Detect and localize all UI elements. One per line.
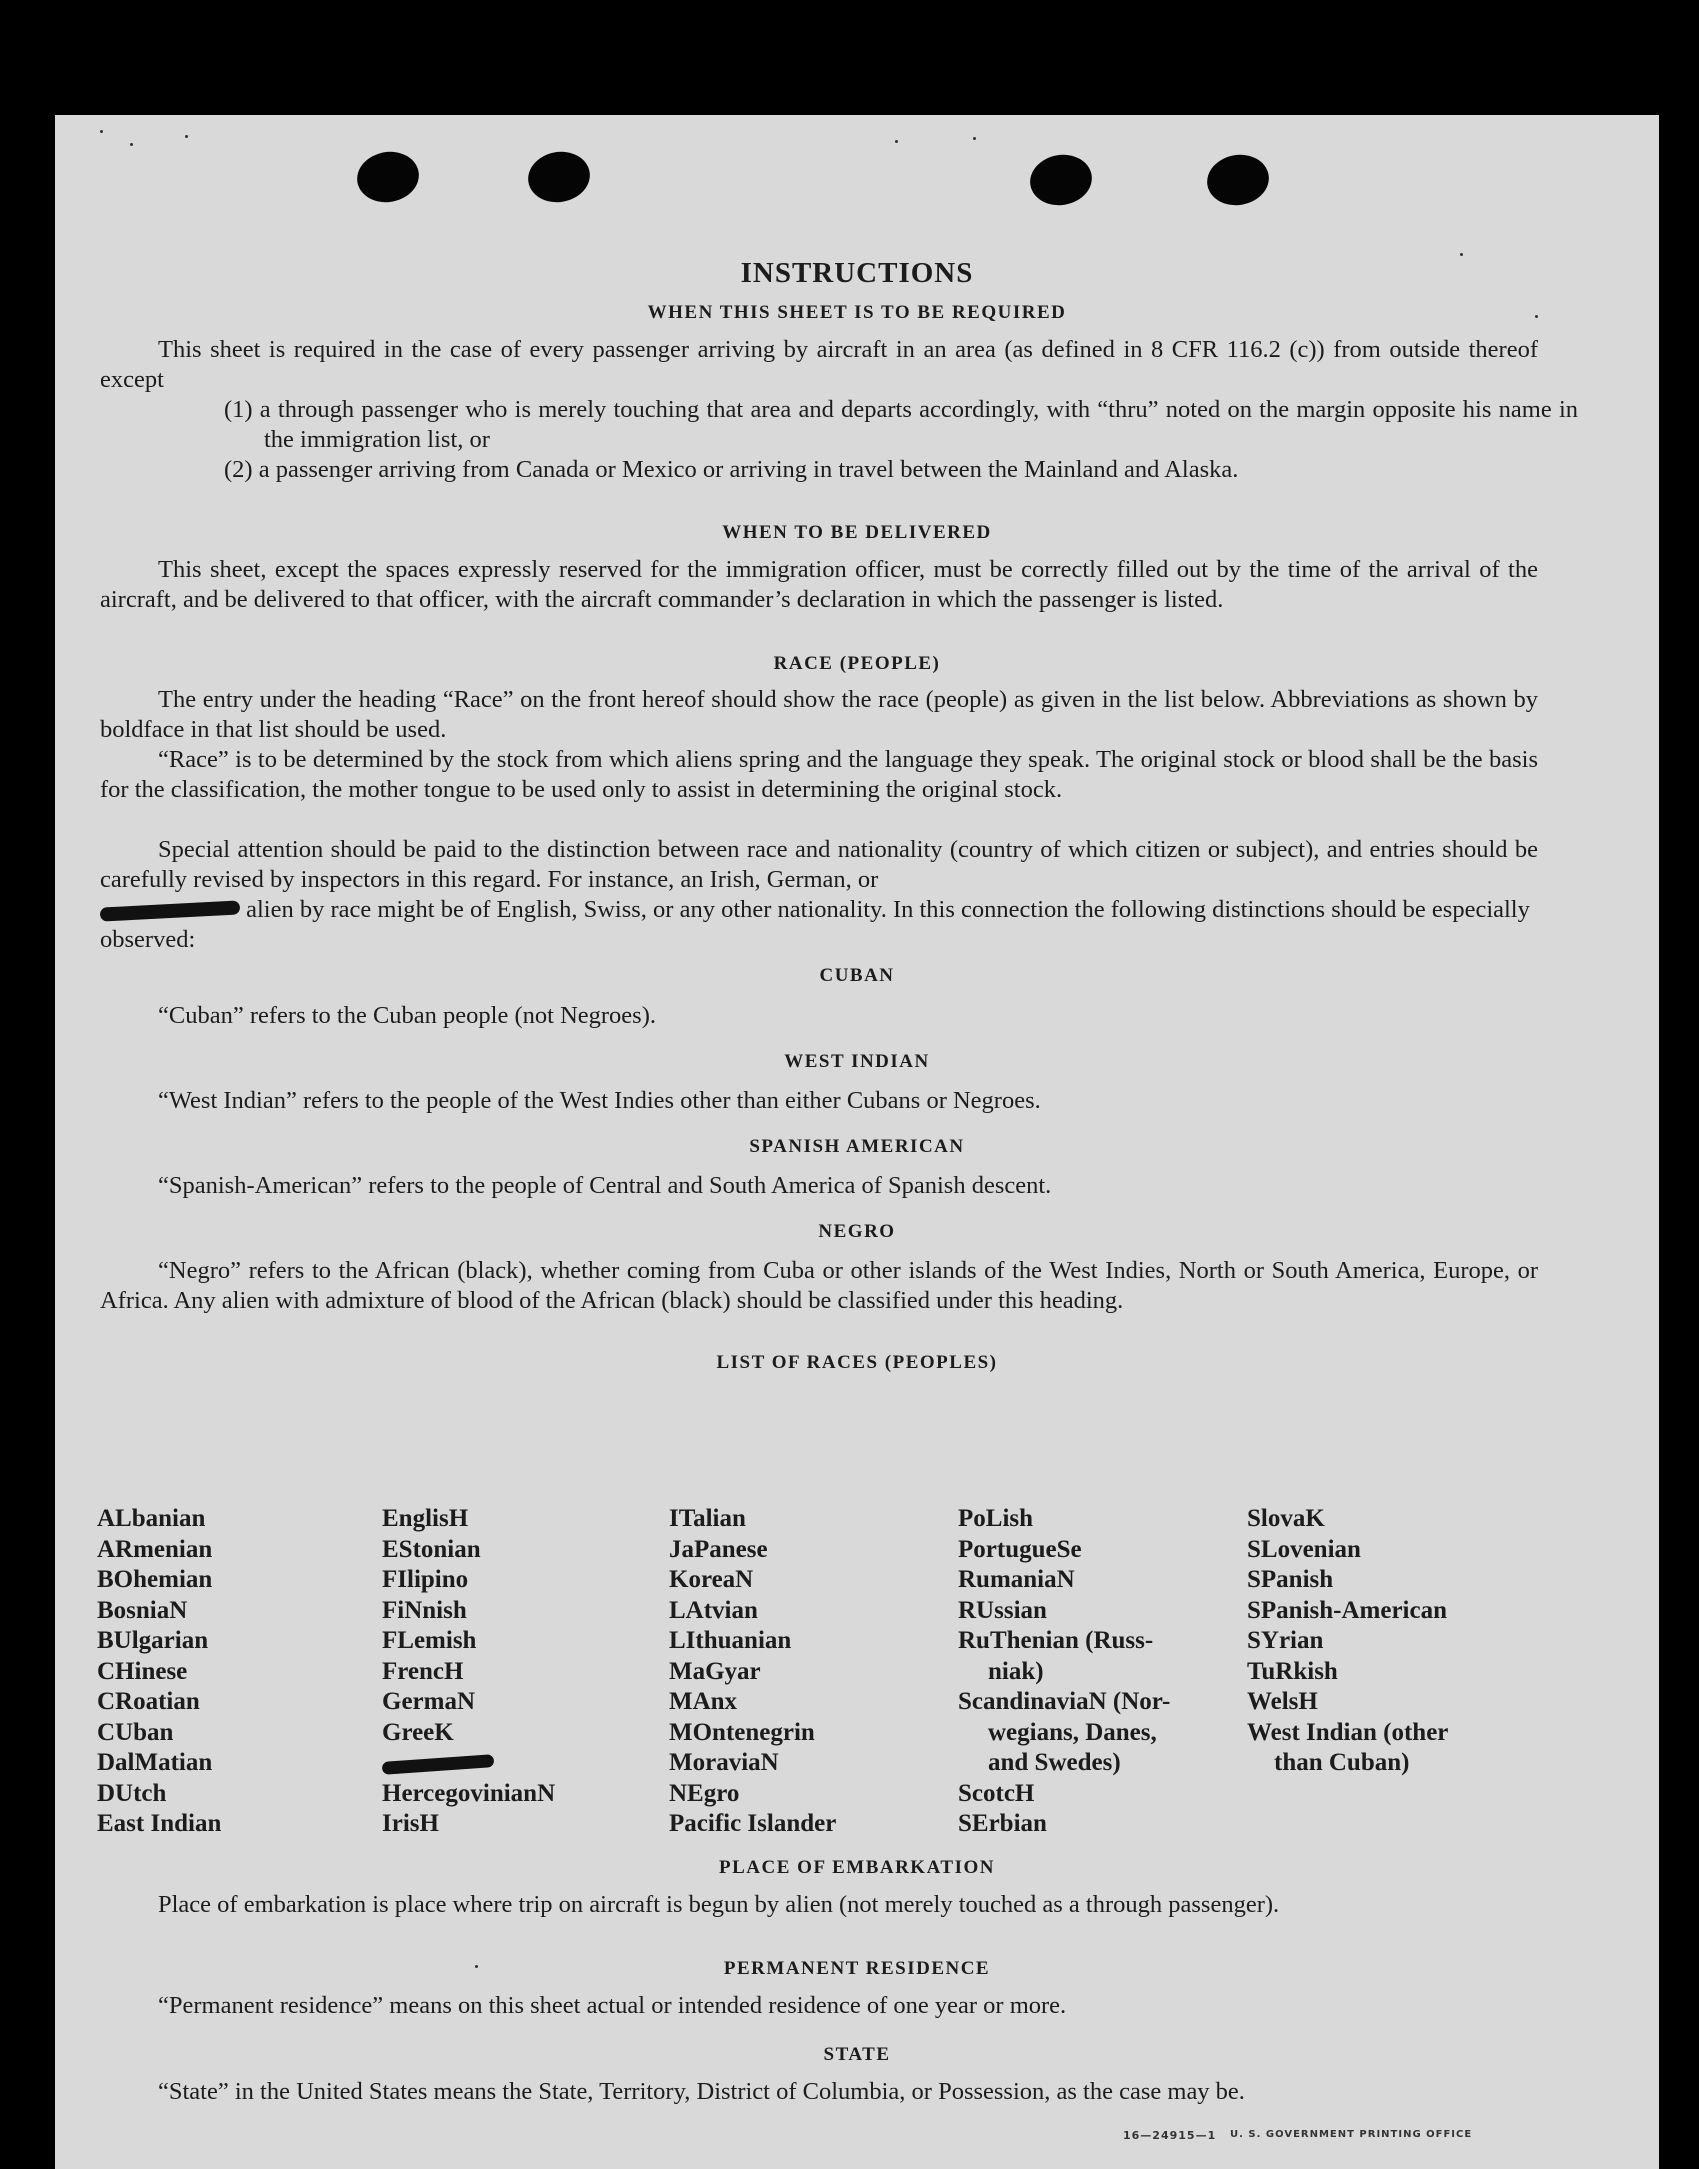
race-list-column-4 — [958, 1504, 1170, 1840]
section-heading-race: RACE (PEOPLE) — [773, 653, 941, 674]
race-list-item: West Indian (other — [1247, 1718, 1449, 1746]
race-list-item: SLovenian — [1247, 1535, 1361, 1563]
race-list-item: SlovaK — [1247, 1505, 1325, 1532]
race-list-item: NEgro — [669, 1779, 740, 1807]
race-list-item: and Swedes) — [988, 1749, 1121, 1776]
form-code: 16—24915—1 — [1123, 2129, 1217, 2142]
paragraph-west-indian: “West Indian” refers to the people of the West Indies other than either Cubans or Negroes. — [158, 1087, 1041, 1114]
exception-item-1: (1) a through passenger who is merely touching that area and departs accordingly, with “thru” noted on the margin opposite his name in the immigration list, or — [224, 396, 1578, 453]
race-list-item: PoLish — [958, 1505, 1034, 1532]
printer-imprint: U. S. GOVERNMENT PRINTING OFFICE — [1230, 2129, 1473, 2140]
race-list-item: WelsH — [1247, 1688, 1318, 1715]
section-heading-place-of-embarkation: PLACE OF EMBARKATION — [719, 1857, 995, 1878]
race-list-item: SErbian — [958, 1810, 1047, 1837]
section-heading-permanent-residence: PERMANENT RESIDENCE — [723, 1958, 991, 1979]
race-list-item: MaGyar — [669, 1657, 761, 1685]
race-list-item: CHinese — [97, 1657, 188, 1685]
paragraph-permanent-residence: “Permanent residence” means on this sheet actual or intended residence of one year or more. — [158, 1992, 1067, 2019]
race-list-item: MoraviaN — [669, 1749, 779, 1776]
race-list-item: CRoatian — [97, 1688, 200, 1715]
race-list-item: LIthuanian — [669, 1627, 792, 1654]
race-list-item: LAtvian — [669, 1596, 758, 1624]
race-list-item: FrencH — [382, 1657, 464, 1685]
race-list-column-5 — [1247, 1504, 1448, 1779]
race-list-item: BUlgarian — [97, 1627, 209, 1654]
race-list-item: MOntenegrin — [669, 1718, 815, 1746]
punch-hole — [524, 147, 594, 207]
race-list-item: DUtch — [97, 1779, 167, 1807]
scan-speck — [1460, 253, 1463, 256]
document-page — [55, 115, 1659, 2169]
exception-item-2: (2) a passenger arriving from Canada or Mexico or arriving in travel between the Mainland and Alaska. — [224, 456, 1239, 483]
paragraph-state: “State” in the United States means the State, Territory, District of Columbia, or Possession, as the case may be. — [158, 2078, 1245, 2105]
punch-hole — [1026, 150, 1096, 210]
race-list-item: EnglisH — [382, 1505, 469, 1532]
race-list-item: BosniaN — [97, 1596, 188, 1624]
race-list-item: JaPanese — [669, 1535, 768, 1563]
paragraph-race-2: “Race” is to be determined by the stock from which aliens spring and the language they speak. The original stock or blood shall be the basis for the classification, the mother tongue to be used only to assist in determining the original stock. — [100, 746, 1538, 803]
scan-speck — [973, 137, 976, 140]
paragraph-race-3-continued — [100, 895, 1538, 955]
scan-speck — [130, 143, 133, 146]
scan-speck — [895, 140, 898, 143]
race-list-column-3 — [669, 1504, 836, 1840]
race-list-item: SPanish-American — [1247, 1596, 1447, 1624]
paragraph-negro: “Negro” refers to the African (black), whether coming from Cuba or other islands of the West Indies, North or South America, Europe, or Africa. Any alien with admixture of blood of the African (black) should be classified under this heading. — [100, 1257, 1538, 1314]
redaction-mark — [100, 901, 241, 922]
section-heading-west-indian: WEST INDIAN — [784, 1051, 930, 1072]
document-title: INSTRUCTIONS — [740, 257, 974, 289]
race-list-item: GreeK — [382, 1718, 454, 1746]
race-list-item: DalMatian — [97, 1749, 213, 1776]
race-list-item: MAnx — [669, 1688, 738, 1715]
section-heading-spanish-american: SPANISH AMERICAN — [749, 1136, 965, 1157]
section-heading-negro: NEGRO — [818, 1221, 896, 1242]
section-heading-cuban: CUBAN — [819, 965, 895, 986]
redaction-mark — [382, 1754, 495, 1775]
section-heading-when-required: WHEN THIS SHEET IS TO BE REQUIRED — [647, 302, 1067, 323]
race-list-column-1 — [97, 1504, 221, 1840]
race-list-item: GermaN — [382, 1688, 476, 1715]
race-list-item: than Cuban) — [1274, 1749, 1410, 1776]
race-list-item: ScotcH — [958, 1779, 1035, 1807]
paragraph-cuban: “Cuban” refers to the Cuban people (not Negroes). — [158, 1002, 656, 1029]
race-list-item: Pacific Islander — [669, 1810, 837, 1837]
race-list-item: FLemish — [382, 1627, 477, 1654]
section-heading-list-of-races: LIST OF RACES (PEOPLES) — [716, 1352, 998, 1373]
race-list-item-redacted — [382, 1748, 555, 1779]
race-list-item: TuRkish — [1247, 1657, 1338, 1685]
race-list-item: BOhemian — [97, 1566, 213, 1593]
race-list-item: EStonian — [382, 1535, 481, 1563]
paragraph-race-3: Special attention should be paid to the distinction between race and nationality (country of which citizen or subject), and entries should be carefully revised by inspectors in this regard. For instance, an Irish, German, or — [100, 836, 1538, 893]
race-list-item: SYrian — [1247, 1627, 1324, 1654]
race-list-item: wegians, Danes, — [988, 1718, 1157, 1746]
scan-speck — [100, 130, 103, 133]
race-list-item: East Indian — [97, 1810, 222, 1837]
paragraph-race-3-continued-text: alien by race might be of English, Swiss, or any other nationality. In this connection the following distinctions should be especially observed: — [100, 896, 1530, 953]
race-list-item: FiNnish — [382, 1596, 467, 1624]
punch-hole — [1203, 150, 1273, 210]
paragraph-place-of-embarkation: Place of embarkation is place where trip on aircraft is begun by alien (not merely touched as a through passenger). — [158, 1891, 1280, 1918]
race-list-column-2 — [382, 1504, 555, 1840]
race-list-item: FIlipino — [382, 1566, 469, 1593]
race-list-item: RUssian — [958, 1596, 1047, 1624]
race-list-item: HercegovinianN — [382, 1779, 556, 1807]
section-heading-when-delivered: WHEN TO BE DELIVERED — [722, 522, 992, 543]
race-list-item: SPanish — [1247, 1566, 1334, 1593]
race-list-item: CUban — [97, 1718, 174, 1746]
race-list-item: IrisH — [382, 1810, 439, 1837]
race-list-item: RumaniaN — [958, 1566, 1075, 1593]
scan-speck — [185, 135, 188, 138]
race-list-item: PortugueSe — [958, 1535, 1082, 1563]
race-list-item: RuThenian (Russ- — [958, 1627, 1154, 1654]
race-list-item: KoreaN — [669, 1566, 754, 1593]
paragraph-spanish-american: “Spanish-American” refers to the people of Central and South America of Spanish descent. — [158, 1172, 1052, 1199]
race-list-item: ScandinaviaN (Nor- — [958, 1688, 1171, 1715]
race-list-item: niak) — [988, 1657, 1044, 1685]
paragraph-when-delivered: This sheet, except the spaces expressly reserved for the immigration officer, must be correctly filled out by the time of the arrival of the aircraft, and be delivered to that officer, with the aircraft commander’s declaration in which the passenger is listed. — [100, 556, 1538, 613]
paragraph-when-required: This sheet is required in the case of every passenger arriving by aircraft in an area (as defined in 8 CFR 116.2 (c)) from outside thereof except — [100, 336, 1538, 393]
section-heading-state: STATE — [823, 2044, 891, 2065]
race-list-item: ALbanian — [97, 1505, 206, 1532]
punch-hole — [353, 147, 423, 207]
race-list-item: ITalian — [669, 1505, 746, 1532]
race-list-item: ARmenian — [97, 1535, 213, 1563]
paragraph-race-1: The entry under the heading “Race” on the front hereof should show the race (people) as given in the list below. Abbreviations as shown by boldface in that list should be used. — [100, 686, 1538, 743]
